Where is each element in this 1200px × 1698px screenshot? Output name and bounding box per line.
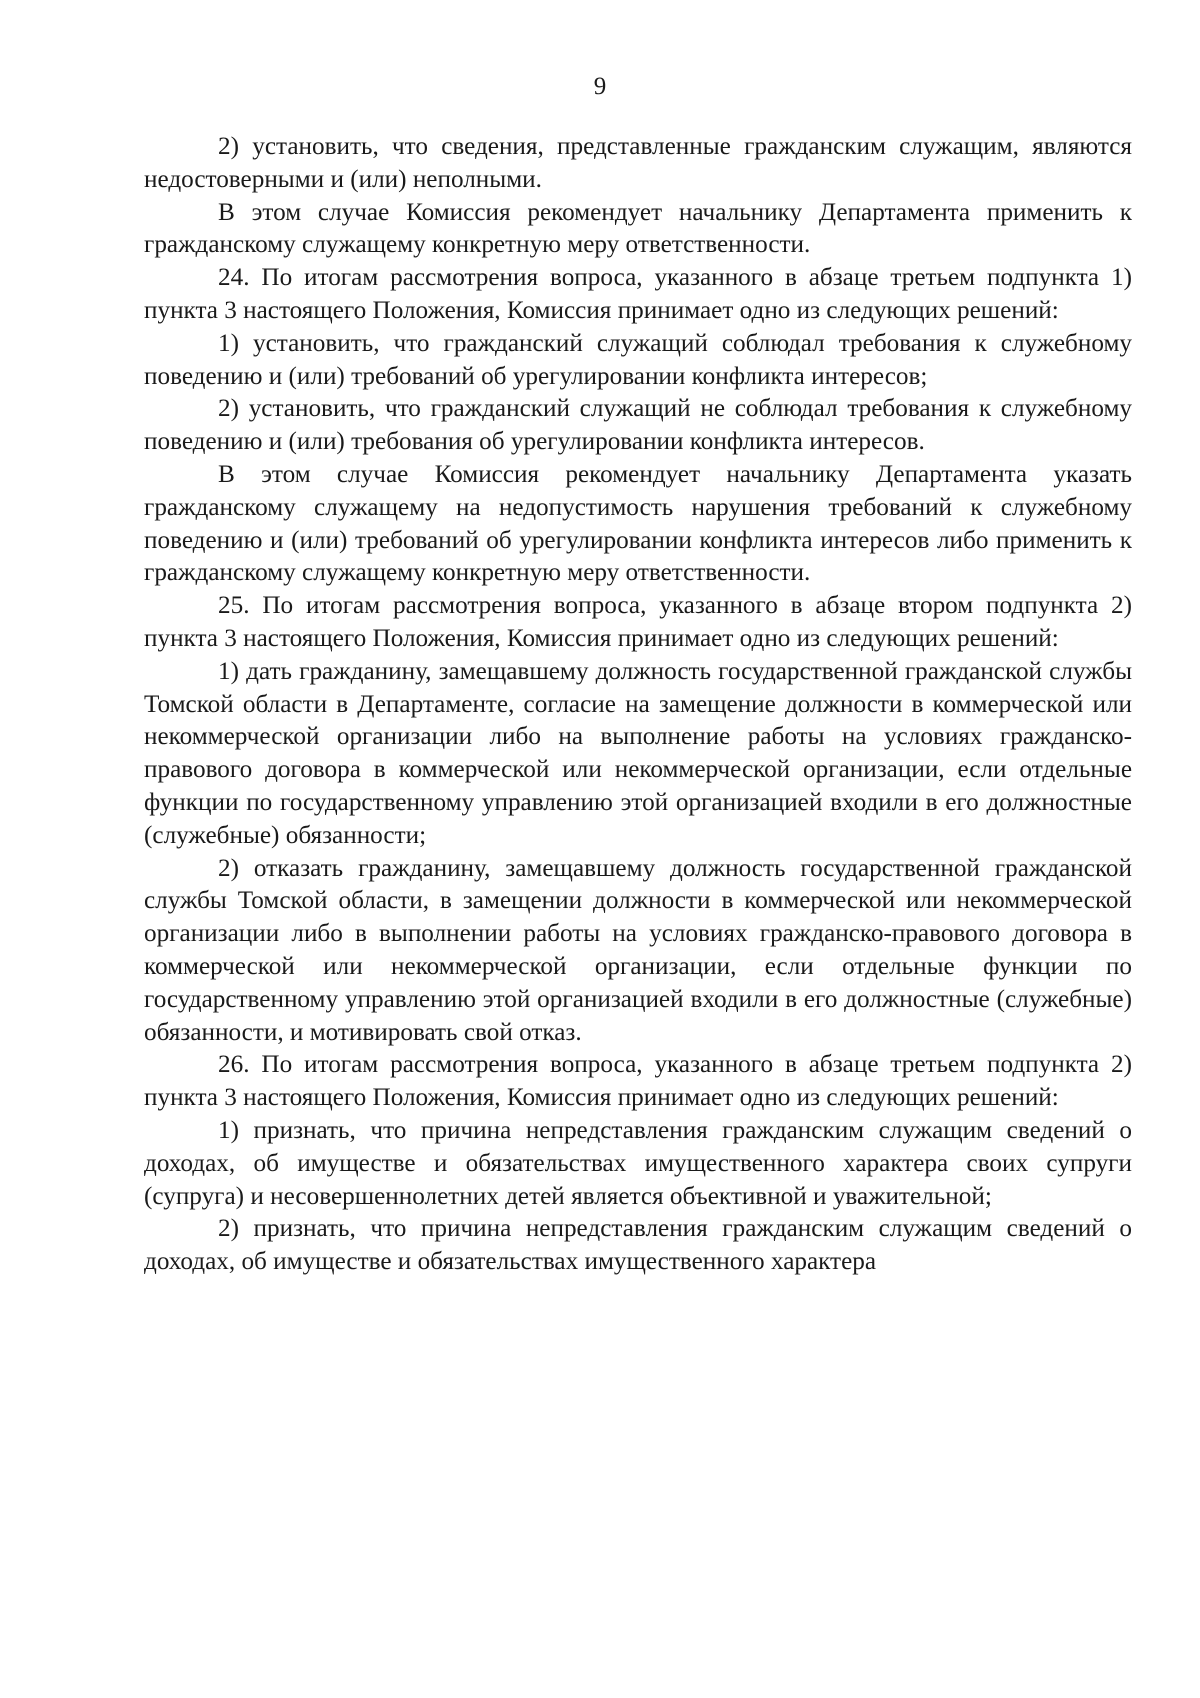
document-body (144, 131, 1132, 1279)
paragraph-clause-25-item-2: 2) отказать гражданину, замещавшему должность государственной гражданской службы Томской области, в замещении должности в коммерческой или некоммерческой организации либо в выполнении работы на условиях гражданско-правового договора в коммерческой или некоммерческой организации, если отдельные функции по государственному управлению этой организацией входили в его должностные (служебные) обязанности, и мотивировать свой отказ. (144, 854, 1132, 1046)
paragraph-clause-24-recommendation: В этом случае Комиссия рекомендует начальнику Департамента указать гражданскому служащему на недопустимость нарушения требований к служебному поведению и (или) требований об урегулировании конфликта интересов либо применить к гражданскому служащему конкретную меру ответственности. (144, 460, 1132, 587)
paragraph-clause-26-item-2: 2) признать, что причина непредставления гражданским служащим сведений о доходах, об имуществе и обязательствах имущественного характера (144, 1215, 1132, 1276)
paragraph-commission-recommendation: В этом случае Комиссия рекомендует начальнику Департамента применить к гражданскому служащему конкретную меру ответственности. (144, 198, 1132, 259)
paragraph-clause-26-item-1: 1) признать, что причина непредставления гражданским служащим сведений о доходах, об имуществе и обязательствах имущественного характера своих супруги (супруга) и несовершеннолетних детей является объективной и уважительной; (144, 1116, 1132, 1210)
paragraph-item-2-unreliable: 2) установить, что сведения, представленные гражданским служащим, являются недостоверными и (или) неполными. (144, 133, 1132, 193)
paragraph-clause-25: 25. По итогам рассмотрения вопроса, указанного в абзаце втором подпункта 2) пункта 3 настоящего Положения, Комиссия принимает одно из следующих решений: (144, 592, 1132, 652)
paragraph-clause-24: 24. По итогам рассмотрения вопроса, указанного в абзаце третьем подпункта 1) пункта 3 настоящего Положения, Комиссия принимает одно из следующих решений: (144, 264, 1132, 324)
paragraph-clause-24-item-1: 1) установить, что гражданский служащий соблюдал требования к служебному поведению и (или) требований об урегулировании конфликта интересов; (144, 329, 1132, 390)
paragraph-clause-25-item-1: 1) дать гражданину, замещавшему должность государственной гражданской службы Томской области в Департаменте, согласие на замещение должности в коммерческой или некоммерческой организации либо на выполнение работы на условиях гражданско-правового договора в коммерческой или некоммерческой организации, если отдельные функции по государственному управлению этой организацией входили в его должностные (служебные) обязанности; (144, 657, 1132, 849)
paragraph-clause-24-item-2: 2) установить, что гражданский служащий не соблюдал требования к служебному поведению и (или) требования об урегулировании конфликта интересов. (144, 395, 1132, 456)
paragraph-clause-26: 26. По итогам рассмотрения вопроса, указанного в абзаце третьем подпункта 2) пункта 3 настоящего Положения, Комиссия принимает одно из следующих решений: (144, 1051, 1132, 1112)
page-number: 9 (593, 73, 607, 100)
